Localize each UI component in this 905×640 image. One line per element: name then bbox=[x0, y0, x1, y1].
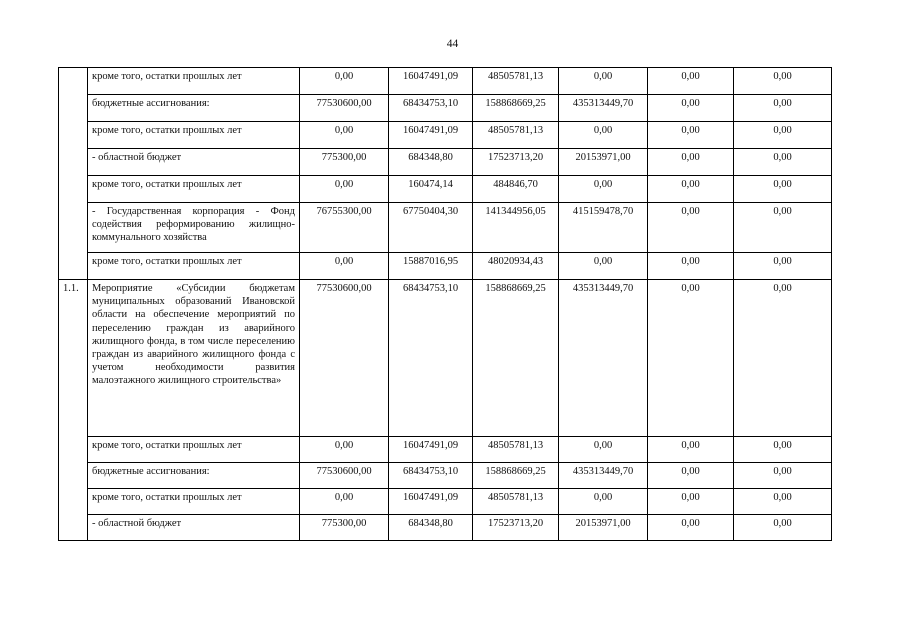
value-cell: 0,00 bbox=[734, 280, 832, 437]
value-cell: 67750404,30 bbox=[389, 203, 473, 253]
value-cell: 0,00 bbox=[559, 489, 648, 515]
value-cell: 0,00 bbox=[300, 253, 389, 280]
row-index-cell bbox=[59, 68, 88, 280]
value-cell: 158868669,25 bbox=[473, 95, 559, 122]
value-cell: 0,00 bbox=[734, 463, 832, 489]
table-body bbox=[59, 68, 832, 541]
row-description: Мероприятие «Субсидии бюджетам муниципальных образований Ивановской области на обеспечение мероприятий по переселению граждан из аварийного жилищного фонда, в том числе переселению граждан из аварийного жилищного фонда с учетом необходимости развития малоэтажного жилищного строительства» bbox=[88, 280, 300, 437]
value-cell: 0,00 bbox=[734, 253, 832, 280]
value-cell: 415159478,70 bbox=[559, 203, 648, 253]
row-description: бюджетные ассигнования: bbox=[88, 463, 300, 489]
table-row bbox=[59, 437, 832, 463]
value-cell: 0,00 bbox=[734, 176, 832, 203]
table-row bbox=[59, 280, 832, 437]
value-cell: 0,00 bbox=[648, 95, 734, 122]
value-cell: 0,00 bbox=[734, 489, 832, 515]
value-cell: 0,00 bbox=[559, 437, 648, 463]
value-cell: 0,00 bbox=[648, 253, 734, 280]
value-cell: 0,00 bbox=[734, 515, 832, 541]
value-cell: 17523713,20 bbox=[473, 515, 559, 541]
value-cell: 0,00 bbox=[300, 437, 389, 463]
value-cell: 775300,00 bbox=[300, 149, 389, 176]
page-number: 44 bbox=[446, 38, 459, 50]
value-cell: 158868669,25 bbox=[473, 463, 559, 489]
value-cell: 48020934,43 bbox=[473, 253, 559, 280]
value-cell: 68434753,10 bbox=[389, 463, 473, 489]
table-row bbox=[59, 68, 832, 95]
row-description: кроме того, остатки прошлых лет bbox=[88, 68, 300, 95]
value-cell: 0,00 bbox=[734, 203, 832, 253]
value-cell: 0,00 bbox=[648, 489, 734, 515]
row-description: кроме того, остатки прошлых лет bbox=[88, 176, 300, 203]
value-cell: 16047491,09 bbox=[389, 489, 473, 515]
value-cell: 0,00 bbox=[300, 489, 389, 515]
value-cell: 77530600,00 bbox=[300, 463, 389, 489]
row-description: - Государственная корпорация - Фонд содействия реформированию жилищно-коммунального хозяйства bbox=[88, 203, 300, 253]
row-description: кроме того, остатки прошлых лет bbox=[88, 489, 300, 515]
value-cell: 684348,80 bbox=[389, 149, 473, 176]
value-cell: 68434753,10 bbox=[389, 95, 473, 122]
value-cell: 0,00 bbox=[648, 176, 734, 203]
value-cell: 775300,00 bbox=[300, 515, 389, 541]
value-cell: 484846,70 bbox=[473, 176, 559, 203]
row-description: кроме того, остатки прошлых лет bbox=[88, 253, 300, 280]
value-cell: 435313449,70 bbox=[559, 95, 648, 122]
value-cell: 0,00 bbox=[648, 203, 734, 253]
value-cell: 0,00 bbox=[648, 463, 734, 489]
table-row bbox=[59, 95, 832, 122]
budget-table bbox=[58, 67, 832, 541]
value-cell: 0,00 bbox=[734, 437, 832, 463]
value-cell: 158868669,25 bbox=[473, 280, 559, 437]
table-row bbox=[59, 149, 832, 176]
value-cell: 0,00 bbox=[734, 122, 832, 149]
row-description: - областной бюджет bbox=[88, 515, 300, 541]
value-cell: 0,00 bbox=[734, 68, 832, 95]
value-cell: 48505781,13 bbox=[473, 437, 559, 463]
value-cell: 76755300,00 bbox=[300, 203, 389, 253]
table-row bbox=[59, 253, 832, 280]
table-row bbox=[59, 463, 832, 489]
value-cell: 15887016,95 bbox=[389, 253, 473, 280]
value-cell: 0,00 bbox=[300, 68, 389, 95]
value-cell: 20153971,00 bbox=[559, 515, 648, 541]
value-cell: 684348,80 bbox=[389, 515, 473, 541]
table-row bbox=[59, 176, 832, 203]
value-cell: 68434753,10 bbox=[389, 280, 473, 437]
table-row bbox=[59, 515, 832, 541]
value-cell: 48505781,13 bbox=[473, 122, 559, 149]
row-description: кроме того, остатки прошлых лет bbox=[88, 437, 300, 463]
value-cell: 77530600,00 bbox=[300, 95, 389, 122]
value-cell: 0,00 bbox=[559, 253, 648, 280]
value-cell: 0,00 bbox=[648, 437, 734, 463]
value-cell: 0,00 bbox=[300, 122, 389, 149]
value-cell: 16047491,09 bbox=[389, 122, 473, 149]
value-cell: 0,00 bbox=[559, 122, 648, 149]
value-cell: 20153971,00 bbox=[559, 149, 648, 176]
row-index-cell: 1.1. bbox=[59, 280, 88, 541]
value-cell: 48505781,13 bbox=[473, 68, 559, 95]
value-cell: 0,00 bbox=[648, 280, 734, 437]
value-cell: 0,00 bbox=[559, 176, 648, 203]
value-cell: 0,00 bbox=[648, 149, 734, 176]
value-cell: 0,00 bbox=[300, 176, 389, 203]
value-cell: 0,00 bbox=[734, 95, 832, 122]
value-cell: 48505781,13 bbox=[473, 489, 559, 515]
value-cell: 160474,14 bbox=[389, 176, 473, 203]
row-description: бюджетные ассигнования: bbox=[88, 95, 300, 122]
value-cell: 0,00 bbox=[559, 68, 648, 95]
value-cell: 0,00 bbox=[648, 68, 734, 95]
table-row bbox=[59, 122, 832, 149]
table-row bbox=[59, 489, 832, 515]
value-cell: 435313449,70 bbox=[559, 463, 648, 489]
row-description: кроме того, остатки прошлых лет bbox=[88, 122, 300, 149]
value-cell: 141344956,05 bbox=[473, 203, 559, 253]
table-row bbox=[59, 203, 832, 253]
value-cell: 16047491,09 bbox=[389, 437, 473, 463]
value-cell: 0,00 bbox=[648, 515, 734, 541]
value-cell: 0,00 bbox=[648, 122, 734, 149]
value-cell: 77530600,00 bbox=[300, 280, 389, 437]
value-cell: 17523713,20 bbox=[473, 149, 559, 176]
value-cell: 16047491,09 bbox=[389, 68, 473, 95]
value-cell: 435313449,70 bbox=[559, 280, 648, 437]
value-cell: 0,00 bbox=[734, 149, 832, 176]
row-description: - областной бюджет bbox=[88, 149, 300, 176]
